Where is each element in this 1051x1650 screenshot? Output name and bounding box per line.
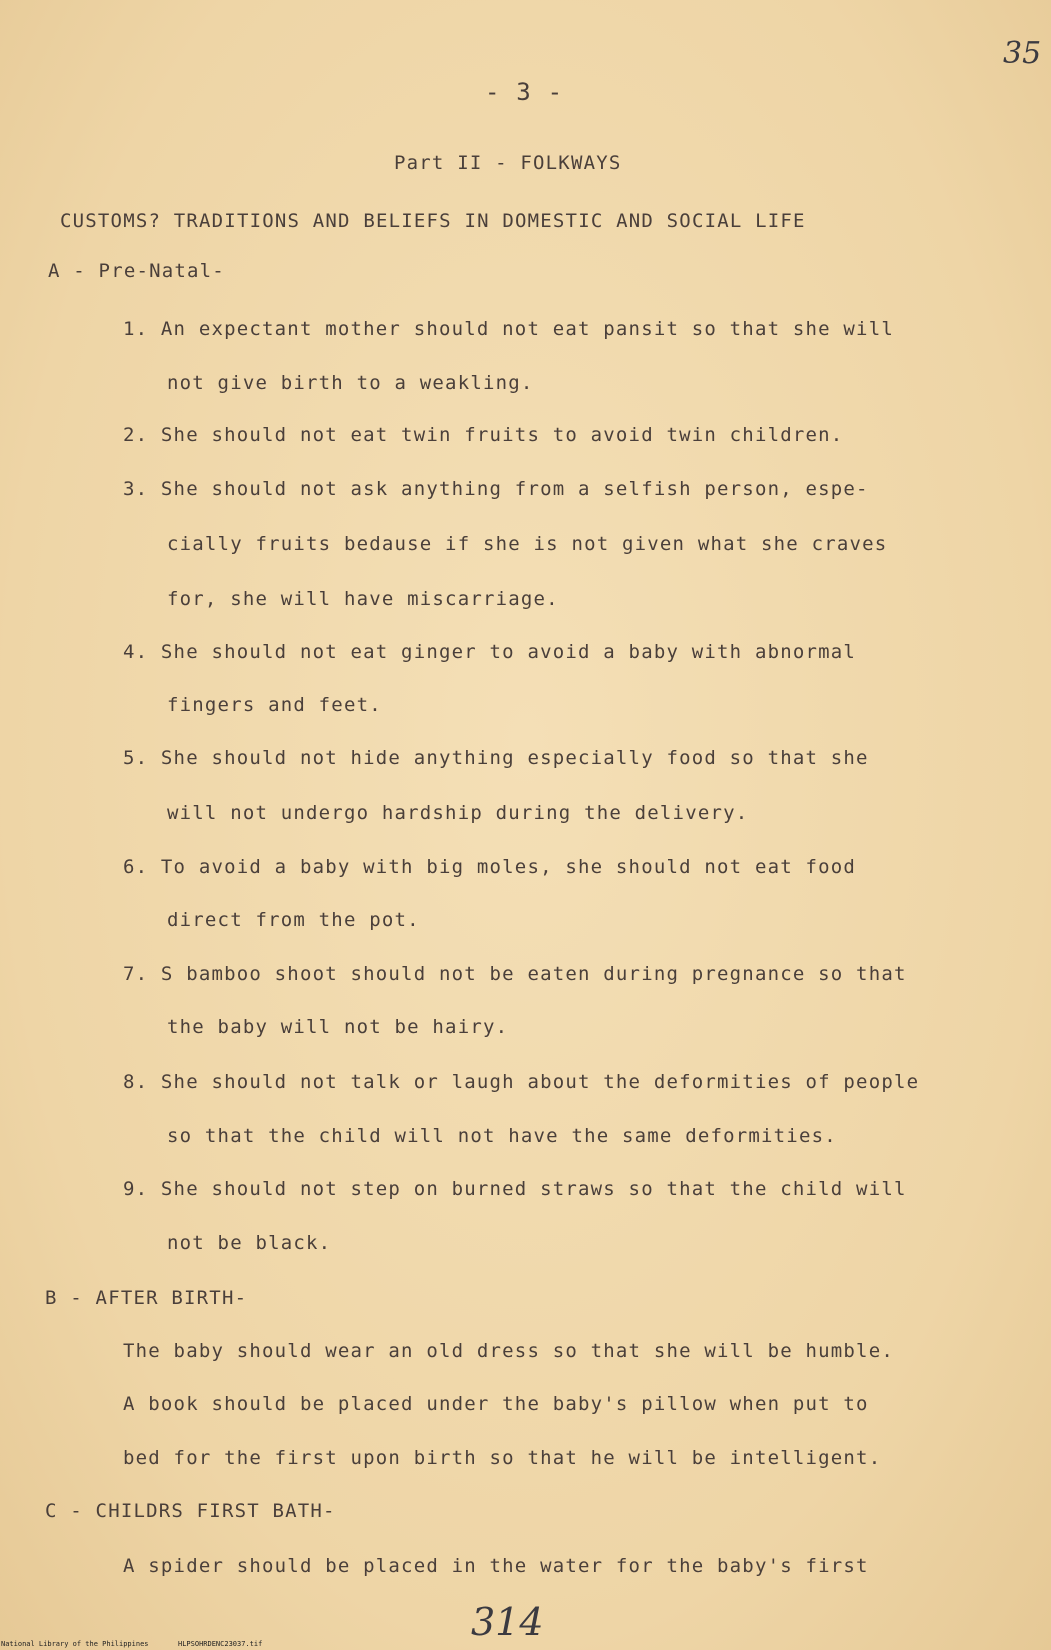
after-birth-line-2: A book should be placed under the baby's pillow when put to: [123, 1393, 869, 1415]
line-9a: 9. She should not step on burned straws so that the child will: [123, 1178, 907, 1200]
part-title: Part II - FOLKWAYS: [394, 152, 622, 174]
line-6a: 6. To avoid a baby with big moles, she should not eat food: [123, 856, 857, 878]
line-4a: 4. She should not eat ginger to avoid a baby with abnormal: [123, 641, 857, 663]
line-7b: the baby will not be hairy.: [167, 1016, 509, 1038]
page-number: - 3 -: [485, 78, 564, 106]
line-3a: 3. She should not ask anything from a selfish person, espe-: [123, 478, 869, 500]
handwritten-page-number: 314: [471, 1600, 544, 1644]
line-9b: not be black.: [167, 1232, 332, 1254]
subsection-heading-a: A - Pre-Natal-: [48, 260, 225, 282]
line-7a: 7. S bamboo shoot should not be eaten during pregnance so that: [123, 963, 907, 985]
line-5a: 5. She should not hide anything especially food so that she: [123, 747, 869, 769]
line-8a: 8. She should not talk or laugh about the deformities of people: [123, 1071, 920, 1093]
line-4b: fingers and feet.: [167, 694, 382, 716]
archive-footer-right: HLPSOHRDENC23037.tif: [178, 1640, 263, 1648]
line-6b: direct from the pot.: [167, 909, 420, 931]
section-title: CUSTOMS? TRADITIONS AND BELIEFS IN DOMESTIC AND SOCIAL LIFE: [60, 210, 806, 232]
line-1a: 1. An expectant mother should not eat pansit so that she will: [123, 318, 894, 340]
line-5b: will not undergo hardship during the delivery.: [167, 802, 749, 824]
first-bath-line-1: A spider should be placed in the water for the baby's first: [123, 1555, 869, 1577]
line-3b: cially fruits bedause if she is not given what she craves: [167, 533, 888, 555]
archive-footer-left: National Library of the Philippines: [1, 1640, 149, 1648]
line-8b: so that the child will not have the same deformities.: [167, 1125, 837, 1147]
line-1b: not give birth to a weakling.: [167, 372, 534, 394]
line-3c: for, she will have miscarriage.: [167, 588, 559, 610]
subsection-heading-c: C - CHILDRS FIRST BATH-: [45, 1500, 336, 1522]
subsection-heading-b: B - AFTER BIRTH-: [45, 1287, 248, 1309]
handwritten-folio-number: 35: [1003, 36, 1042, 71]
after-birth-line-3: bed for the first upon birth so that he will be intelligent.: [123, 1447, 882, 1469]
line-2: 2. She should not eat twin fruits to avoid twin children.: [123, 424, 844, 446]
after-birth-line-1: The baby should wear an old dress so that she will be humble.: [123, 1340, 894, 1362]
